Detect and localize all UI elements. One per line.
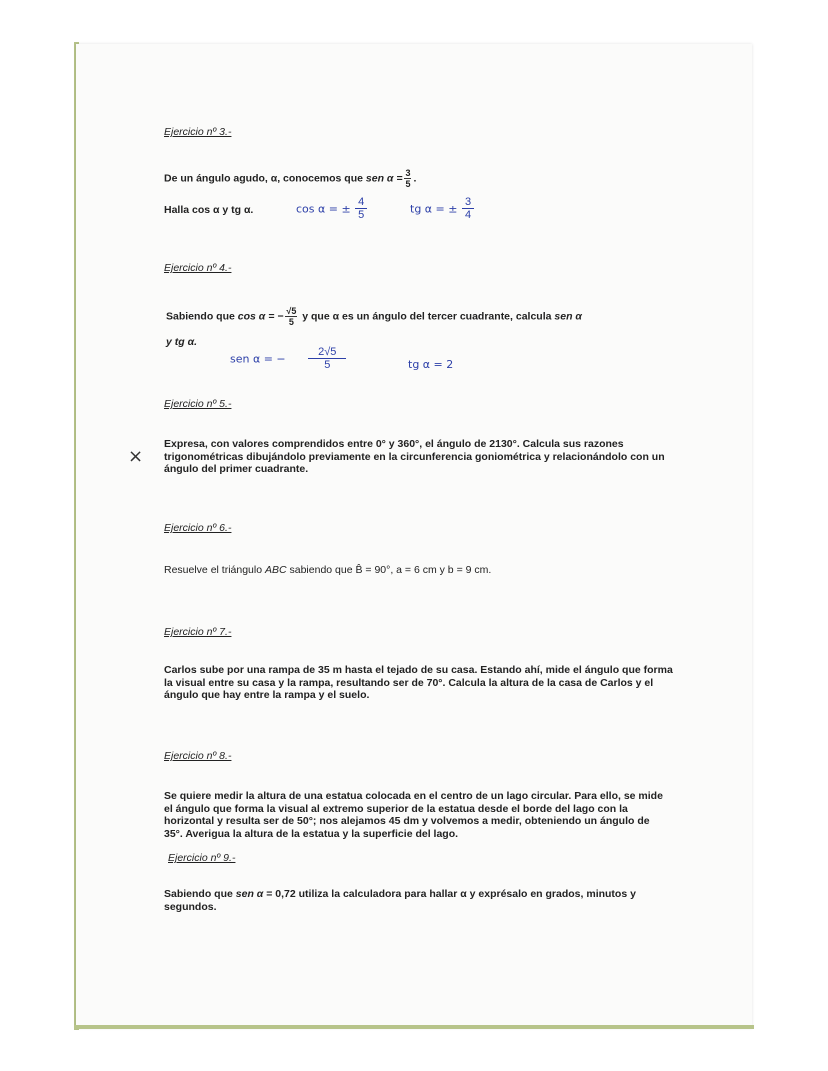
exercise-3-heading: Ejercicio nº 3.- bbox=[164, 126, 232, 138]
hw-e3-tg-label: tg α = ± bbox=[410, 202, 458, 216]
exercise-6-mid: sabiendo que bbox=[289, 564, 353, 576]
exercise-4-statement bbox=[166, 306, 582, 327]
exercise-9-body: = 0,72 utiliza la calculadora para hallar α y exprésalo en grados, minutos y segundos. bbox=[164, 888, 636, 913]
exercise-7-body: Carlos sube por una rampa de 35 m hasta el tejado de su casa. Estando ahí, mide el ángulo que forma la visual entre su casa y la rampa, resultando ser de 70°. Calcula la altura de la casa de Carlos y el ángulo que hay entre la rampa y el suelo. bbox=[164, 664, 673, 701]
exercise-8-body: Se quiere medir la altura de una estatua colocada en el centro de un lago circular. Para ello, se mide el ángulo que forma la visual al extremo superior de la estatua desde el borde del lago con la horizontal y resulta ser de 50°; nos alejamos 45 dm y volvemos a medir, obteniendo un ángulo de 35°. Averigua la altura de la estatua y la superficie del lago. bbox=[164, 790, 663, 840]
exercise-3-period: . bbox=[413, 172, 417, 185]
exercise-3-statement bbox=[164, 168, 416, 189]
hw-e4-sen-den: 5 bbox=[324, 359, 331, 371]
hw-e4-sen bbox=[230, 346, 346, 371]
exercise-4-heading: Ejercicio nº 4.- bbox=[164, 262, 232, 274]
exercise-6-triangle: ABC bbox=[264, 564, 287, 576]
exercise-5-body: Expresa, con valores comprendidos entre 0° y 360°, el ángulo de 2130°. Calcula sus razones trigonométricas dibujándolo previamente en la circunferencia goniométrica y relacionándolo con un ángulo del primer cuadrante. bbox=[164, 438, 665, 475]
hw-e3-tg-num: 3 bbox=[462, 196, 474, 209]
hw-e3-cos bbox=[296, 196, 367, 221]
exercise-7-heading: Ejercicio nº 7.- bbox=[164, 626, 232, 638]
exercise-4-cos: cos α = − bbox=[237, 310, 284, 323]
exercise-9-sen: sen α bbox=[235, 888, 264, 900]
exercise-4-sen: sen α bbox=[554, 310, 582, 323]
hw-e3-cos-den: 5 bbox=[358, 209, 365, 221]
hw-e3-tg-frac bbox=[462, 196, 474, 221]
hw-e4-sen-label: sen α = − bbox=[230, 352, 286, 366]
exercise-6-conditions: B̂ = 90°, a = 6 cm y b = 9 cm. bbox=[355, 564, 492, 576]
hw-e3-tg-den: 4 bbox=[464, 209, 472, 221]
hw-e4-tg: tg α = 2 bbox=[408, 358, 454, 371]
exercise-6-statement bbox=[164, 564, 491, 577]
exercise-4-frac-num: √5 bbox=[286, 306, 297, 316]
exercise-9-heading: Ejercicio nº 9.- bbox=[168, 852, 236, 864]
exercise-3-sen: sen α = bbox=[365, 172, 403, 185]
exercise-3-text: De un ángulo agudo, α, conocemos que bbox=[164, 172, 363, 185]
hw-e4-sen-frac bbox=[308, 346, 346, 371]
exercise-3-frac-num: 3 bbox=[405, 168, 411, 178]
hw-e3-tg bbox=[410, 196, 474, 221]
exercise-6-pre: Resuelve el triángulo bbox=[164, 564, 263, 576]
exercise-6-heading: Ejercicio nº 6.- bbox=[164, 522, 232, 534]
exercise-3-question: Halla cos α y tg α. bbox=[164, 204, 254, 216]
exercise-8-heading: Ejercicio nº 8.- bbox=[164, 750, 232, 762]
exercise-4-fraction bbox=[285, 306, 297, 327]
exercise-4-frac-den: 5 bbox=[288, 317, 294, 327]
exercise-9-pre: Sabiendo que bbox=[164, 888, 233, 900]
worksheet-page bbox=[76, 44, 752, 1028]
hw-e3-cos-frac bbox=[355, 196, 367, 221]
cross-mark-icon: × bbox=[128, 446, 144, 467]
exercise-4-text-post: y que α es un ángulo del tercer cuadrante, calcula bbox=[302, 310, 552, 323]
hw-e3-cos-label: cos α = ± bbox=[296, 202, 351, 216]
hw-e3-cos-num: 4 bbox=[355, 196, 367, 209]
page-edge-bottom bbox=[74, 1025, 754, 1029]
exercise-3-frac-den: 5 bbox=[405, 179, 411, 189]
hw-e4-sen-num: 2√5 bbox=[308, 346, 346, 359]
exercise-5-heading: Ejercicio nº 5.- bbox=[164, 398, 232, 410]
exercise-9-statement bbox=[164, 888, 678, 913]
exercise-3-fraction bbox=[404, 168, 411, 189]
exercise-4-line2: y tg α. bbox=[166, 336, 198, 348]
exercise-4-text-pre: Sabiendo que bbox=[166, 310, 235, 323]
